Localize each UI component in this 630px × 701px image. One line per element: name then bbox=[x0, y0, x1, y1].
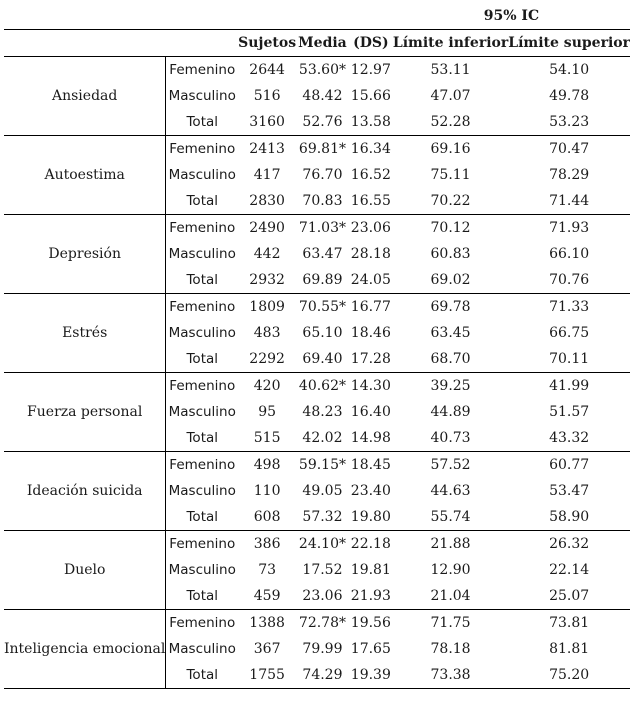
table-row bbox=[4, 452, 630, 479]
blank-header-cell bbox=[349, 3, 393, 30]
upper-limit-cell: 26.32 bbox=[549, 536, 590, 552]
lower-limit-cell: 63.45 bbox=[430, 325, 471, 341]
variable-label: Duelo bbox=[4, 531, 166, 610]
sd-cell: 28.18 bbox=[350, 246, 391, 262]
sd-cell: 16.40 bbox=[350, 404, 391, 420]
upper-limit-cell: 71.93 bbox=[549, 220, 590, 236]
upper-limit-cell: 75.20 bbox=[508, 662, 630, 689]
sd-cell: 19.80 bbox=[349, 504, 393, 531]
subjects-cell: 1388 bbox=[249, 615, 285, 631]
upper-limit-cell: 51.57 bbox=[549, 404, 590, 420]
lower-limit-cell: 73.38 bbox=[393, 662, 508, 689]
upper-limit-cell: 54.10 bbox=[549, 62, 590, 78]
sex-cell: Femenino bbox=[166, 531, 238, 558]
lower-limit-cell: 69.02 bbox=[393, 267, 508, 294]
col-header-subjects: Sujetos bbox=[238, 30, 296, 57]
mean-cell: 49.05 bbox=[302, 483, 343, 499]
lower-limit-cell: 70.22 bbox=[393, 188, 508, 215]
col-header-lower-limit: Límite inferior bbox=[393, 30, 508, 57]
mean-cell: 71.03* bbox=[298, 220, 347, 236]
upper-limit-cell: 73.81 bbox=[549, 615, 590, 631]
sex-cell: Masculino bbox=[166, 478, 238, 504]
sd-cell: 16.34 bbox=[350, 141, 391, 157]
upper-limit-cell: 66.75 bbox=[549, 325, 590, 341]
sex-cell: Masculino bbox=[166, 320, 238, 346]
upper-limit-cell: 70.47 bbox=[549, 141, 590, 157]
subjects-cell: 2830 bbox=[238, 188, 296, 215]
variable-label: Autoestima bbox=[4, 136, 166, 215]
subjects-cell: 483 bbox=[253, 325, 281, 341]
mean-cell: 63.47 bbox=[302, 246, 343, 262]
upper-limit-cell: 60.77 bbox=[549, 457, 590, 473]
sd-cell: 14.30 bbox=[350, 378, 391, 394]
mean-cell: 69.81* bbox=[298, 141, 347, 157]
lower-limit-cell: 47.07 bbox=[430, 88, 471, 104]
sd-cell: 23.06 bbox=[350, 220, 391, 236]
lower-limit-cell: 40.73 bbox=[393, 425, 508, 452]
subjects-cell: 73 bbox=[258, 562, 277, 578]
upper-limit-cell: 49.78 bbox=[549, 88, 590, 104]
sd-cell: 16.52 bbox=[350, 167, 391, 183]
variable-label: Fuerza personal bbox=[4, 373, 166, 452]
mean-cell: 40.62* bbox=[298, 378, 347, 394]
sex-cell: Total bbox=[166, 662, 238, 689]
sex-cell: Femenino bbox=[166, 57, 238, 84]
subjects-cell: 516 bbox=[253, 88, 281, 104]
sex-cell: Femenino bbox=[166, 452, 238, 479]
upper-limit-cell: 53.23 bbox=[508, 109, 630, 136]
lower-limit-cell: 55.74 bbox=[393, 504, 508, 531]
lower-limit-cell: 21.04 bbox=[393, 583, 508, 610]
results-table bbox=[4, 3, 630, 689]
subjects-cell: 515 bbox=[238, 425, 296, 452]
variable-label: Ansiedad bbox=[4, 57, 166, 136]
mean-cell: 53.60* bbox=[298, 62, 347, 78]
sd-cell: 16.77 bbox=[350, 299, 391, 315]
mean-cell: 48.42 bbox=[302, 88, 343, 104]
sex-cell: Masculino bbox=[166, 162, 238, 188]
table-row bbox=[4, 610, 630, 637]
mean-cell: 76.70 bbox=[302, 167, 343, 183]
ci-header: 95% IC bbox=[483, 8, 540, 24]
blank-header-cell bbox=[4, 30, 166, 57]
sd-cell: 14.98 bbox=[349, 425, 393, 452]
subjects-cell: 1809 bbox=[249, 299, 285, 315]
mean-cell: 65.10 bbox=[302, 325, 343, 341]
sex-cell: Total bbox=[166, 109, 238, 136]
sex-cell: Total bbox=[166, 504, 238, 531]
sex-cell: Femenino bbox=[166, 294, 238, 321]
lower-limit-cell: 78.18 bbox=[430, 641, 471, 657]
lower-limit-cell: 69.78 bbox=[430, 299, 471, 315]
sd-cell: 17.65 bbox=[350, 641, 391, 657]
upper-limit-cell: 78.29 bbox=[549, 167, 590, 183]
lower-limit-cell: 44.89 bbox=[430, 404, 471, 420]
mean-cell: 69.40 bbox=[296, 346, 349, 373]
table-row bbox=[4, 531, 630, 558]
col-header-mean: Media bbox=[296, 30, 349, 57]
mean-cell: 74.29 bbox=[296, 662, 349, 689]
mean-cell: 48.23 bbox=[302, 404, 343, 420]
subjects-cell: 386 bbox=[253, 536, 281, 552]
sex-cell: Masculino bbox=[166, 241, 238, 267]
table-body bbox=[4, 57, 630, 689]
table-row bbox=[4, 57, 630, 84]
table-row bbox=[4, 136, 630, 163]
subjects-cell: 3160 bbox=[238, 109, 296, 136]
sd-cell: 18.46 bbox=[350, 325, 391, 341]
sd-cell: 16.55 bbox=[349, 188, 393, 215]
lower-limit-cell: 69.16 bbox=[430, 141, 471, 157]
mean-cell: 24.10* bbox=[298, 536, 347, 552]
col-header-sd: (DS) bbox=[349, 30, 393, 57]
upper-limit-cell: 81.81 bbox=[549, 641, 590, 657]
subjects-cell: 367 bbox=[253, 641, 281, 657]
lower-limit-cell: 44.63 bbox=[430, 483, 471, 499]
variable-label: Ideación suicida bbox=[4, 452, 166, 531]
subjects-cell: 95 bbox=[258, 404, 277, 420]
sd-cell: 12.97 bbox=[350, 62, 391, 78]
lower-limit-cell: 52.28 bbox=[393, 109, 508, 136]
blank-header-cell bbox=[296, 3, 349, 30]
upper-limit-cell: 58.90 bbox=[508, 504, 630, 531]
upper-limit-cell: 43.32 bbox=[508, 425, 630, 452]
sd-cell: 18.45 bbox=[350, 457, 391, 473]
mean-cell: 79.99 bbox=[302, 641, 343, 657]
subjects-cell: 1755 bbox=[238, 662, 296, 689]
sex-cell: Femenino bbox=[166, 136, 238, 163]
upper-limit-cell: 41.99 bbox=[549, 378, 590, 394]
mean-cell: 69.89 bbox=[296, 267, 349, 294]
subjects-cell: 2413 bbox=[249, 141, 285, 157]
sd-cell: 24.05 bbox=[349, 267, 393, 294]
table-row bbox=[4, 215, 630, 242]
sd-cell: 21.93 bbox=[349, 583, 393, 610]
sex-cell: Masculino bbox=[166, 557, 238, 583]
sd-cell: 22.18 bbox=[350, 536, 391, 552]
lower-limit-cell: 71.75 bbox=[430, 615, 471, 631]
mean-cell: 70.55* bbox=[298, 299, 347, 315]
sd-cell: 23.40 bbox=[350, 483, 391, 499]
sex-cell: Femenino bbox=[166, 215, 238, 242]
lower-limit-cell: 70.12 bbox=[430, 220, 471, 236]
mean-cell: 72.78* bbox=[298, 615, 347, 631]
subjects-cell: 420 bbox=[253, 378, 281, 394]
subjects-cell: 608 bbox=[238, 504, 296, 531]
lower-limit-cell: 12.90 bbox=[430, 562, 471, 578]
blank-header-cell bbox=[4, 3, 166, 30]
table-row bbox=[4, 294, 630, 321]
sd-cell: 15.66 bbox=[350, 88, 391, 104]
sex-cell: Masculino bbox=[166, 636, 238, 662]
upper-limit-cell: 66.10 bbox=[549, 246, 590, 262]
upper-limit-cell: 25.07 bbox=[508, 583, 630, 610]
sex-cell: Total bbox=[166, 346, 238, 373]
upper-limit-cell: 70.76 bbox=[508, 267, 630, 294]
table-row bbox=[4, 373, 630, 400]
sex-cell: Total bbox=[166, 425, 238, 452]
upper-limit-cell: 22.14 bbox=[549, 562, 590, 578]
sex-cell: Femenino bbox=[166, 373, 238, 400]
mean-cell: 70.83 bbox=[296, 188, 349, 215]
sex-cell: Femenino bbox=[166, 610, 238, 637]
col-header-upper-limit: Límite superior bbox=[508, 30, 630, 57]
variable-label: Estrés bbox=[4, 294, 166, 373]
subjects-cell: 2644 bbox=[249, 62, 285, 78]
lower-limit-cell: 39.25 bbox=[430, 378, 471, 394]
upper-limit-cell: 53.47 bbox=[549, 483, 590, 499]
sd-cell: 17.28 bbox=[349, 346, 393, 373]
variable-label: Depresión bbox=[4, 215, 166, 294]
subjects-cell: 417 bbox=[253, 167, 281, 183]
lower-limit-cell: 21.88 bbox=[430, 536, 471, 552]
sex-cell: Total bbox=[166, 267, 238, 294]
sex-cell: Masculino bbox=[166, 83, 238, 109]
variable-label: Inteligencia emocional bbox=[4, 610, 166, 689]
sex-cell: Masculino bbox=[166, 399, 238, 425]
subjects-cell: 442 bbox=[253, 246, 281, 262]
blank-header-cell bbox=[166, 3, 238, 30]
sex-cell: Total bbox=[166, 583, 238, 610]
subjects-cell: 2932 bbox=[238, 267, 296, 294]
lower-limit-cell: 68.70 bbox=[393, 346, 508, 373]
lower-limit-cell: 75.11 bbox=[430, 167, 471, 183]
subjects-cell: 498 bbox=[253, 457, 281, 473]
mean-cell: 57.32 bbox=[296, 504, 349, 531]
lower-limit-cell: 60.83 bbox=[430, 246, 471, 262]
sex-cell: Total bbox=[166, 188, 238, 215]
mean-cell: 17.52 bbox=[302, 562, 343, 578]
mean-cell: 52.76 bbox=[296, 109, 349, 136]
subjects-cell: 110 bbox=[253, 483, 281, 499]
subjects-cell: 2292 bbox=[238, 346, 296, 373]
mean-cell: 42.02 bbox=[296, 425, 349, 452]
sd-cell: 13.58 bbox=[349, 109, 393, 136]
upper-limit-cell: 71.33 bbox=[549, 299, 590, 315]
sd-cell: 19.81 bbox=[350, 562, 391, 578]
blank-header-cell bbox=[166, 30, 238, 57]
mean-cell: 23.06 bbox=[296, 583, 349, 610]
sd-cell: 19.56 bbox=[350, 615, 391, 631]
lower-limit-cell: 57.52 bbox=[430, 457, 471, 473]
sd-cell: 19.39 bbox=[349, 662, 393, 689]
mean-cell: 59.15* bbox=[298, 457, 347, 473]
upper-limit-cell: 71.44 bbox=[508, 188, 630, 215]
blank-header-cell bbox=[238, 3, 296, 30]
lower-limit-cell: 53.11 bbox=[430, 62, 471, 78]
subjects-cell: 2490 bbox=[249, 220, 285, 236]
subjects-cell: 459 bbox=[238, 583, 296, 610]
upper-limit-cell: 70.11 bbox=[508, 346, 630, 373]
